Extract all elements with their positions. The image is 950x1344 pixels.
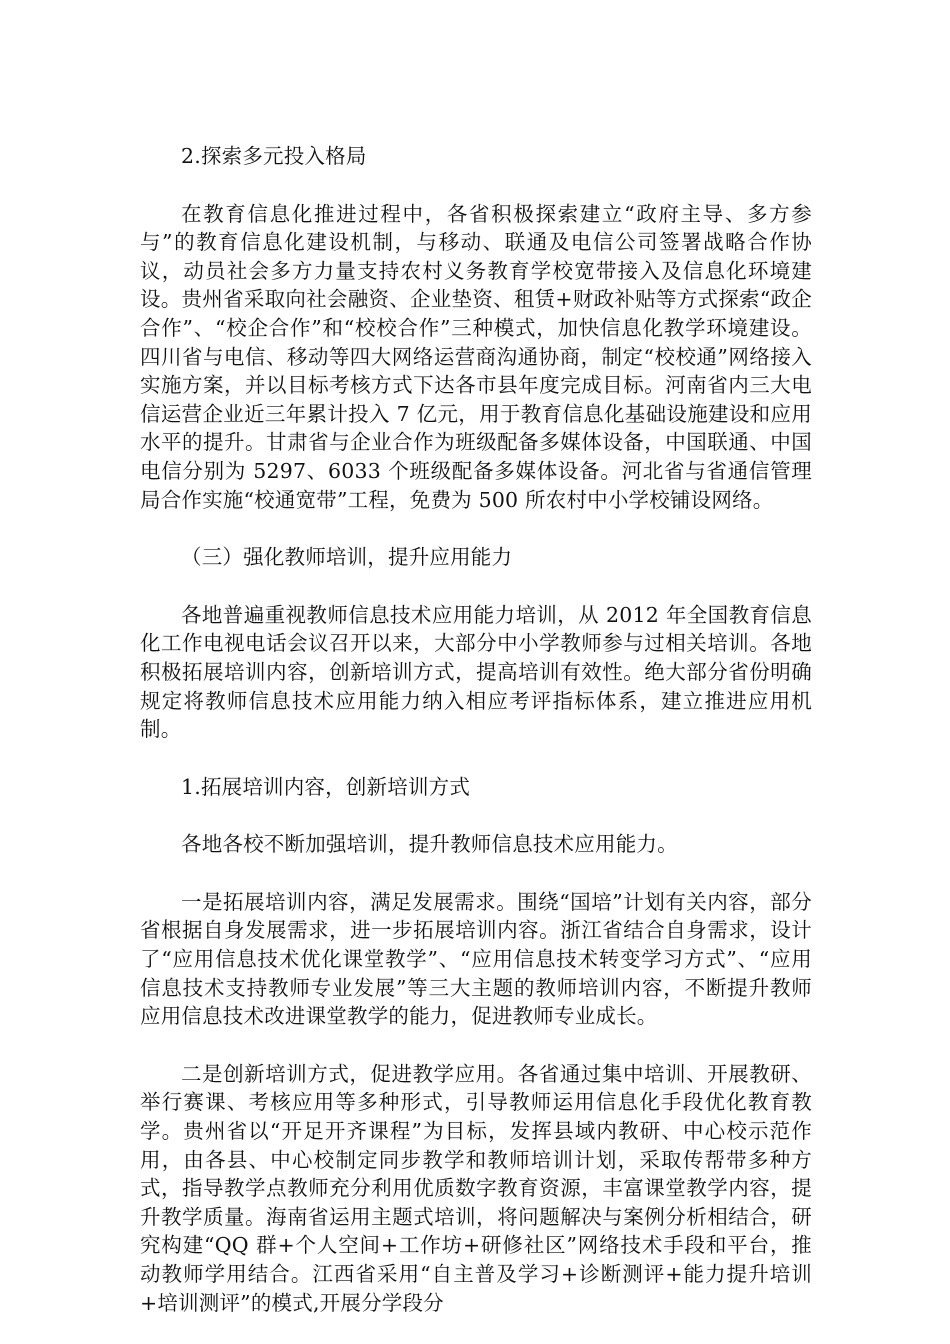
document-body <box>140 142 812 1317</box>
section-heading-teacher-training: （三）强化教师培训，提升应用能力 <box>181 545 513 570</box>
paragraph-innovate-methods: 二是创新培训方式，促进教学应用。各省通过集中培训、开展教研、举行赛课、考核应用等多种形式，引导教师运用信息化手段优化教育教学。贵州省以“开足开齐课程”为目标，发挥县域内教研、中心校示范作用，由各县、中心校制定同步教学和教师培训计划，采取传帮带多种方式，指导教学点教师充分利用优质数字教育资源，丰富课堂教学内容，提升教学质量。海南省运用主题式培训，将问题解决与案例分析相结合，研究构建“QQ 群+个人空间+工作坊+研修社区”网络技术手段和平台，推动教师学用结合。江西省采用“自主普及学习+诊断测评+能力提升培训+培训测评”的模式,开展分学段分 <box>140 1061 812 1315</box>
paragraph-expand-content: 一是拓展培训内容，满足发展需求。围绕“国培”计划有关内容，部分省根据自身发展需求，进一步拓展培训内容。浙江省结合自身需求，设计了“应用信息技术优化课堂教学”、“应用信息技术转变学习方式”、“应用信息技术支持教师专业发展”等三大主题的教师培训内容，不断提升教师应用信息技术改进课堂教学的能力，促进教师专业成长。 <box>140 889 812 1029</box>
section-heading-diversified-investment: 2.探索多元投入格局 <box>181 144 367 168</box>
paragraph-investment-details: 在教育信息化推进过程中，各省积极探索建立“政府主导、多方参与”的教育信息化建设机制，与移动、联通及电信公司签署战略合作协议，动员社会多方力量支持农村义务教育学校宽带接入及信息化环境建设。贵州省采取向社会融资、企业垫资、租赁+财政补贴等方式探索“政企合作”、“校企合作”和“校校合作”三种模式，加快信息化教学环境建设。四川省与电信、移动等四大网络运营商沟通协商，制定“校校通”网络接入实施方案，并以目标考核方式下达各市县年度完成目标。河南省内三大电信运营企业近三年累计投入 7 亿元，用于教育信息化基础设施建设和应用水平的提升。甘肃省与企业合作为班级配备多媒体设备，中国联通、中国电信分别为 5297、6033 个班级配备多媒体设备。河北省与省通信管理局合作实施“校通宽带”工程，免费为 500 所农村中小学校铺设网络。 <box>140 201 812 512</box>
paragraph-training-intro: 各地各校不断加强培训，提升教师信息技术应用能力。 <box>181 832 678 857</box>
section-heading-training-content: 1.拓展培训内容，创新培训方式 <box>181 774 471 799</box>
paragraph-training-overview: 各地普遍重视教师信息技术应用能力培训，从 2012 年全国教育信息化工作电视电话会议召开以来，大部分中小学教师参与过相关培训。各地积极拓展培训内容，创新培训方式，提高培训有效性。绝大部分省份明确规定将教师信息技术应用能力纳入相应考评指标体系，建立推进应用机制。 <box>140 602 812 742</box>
